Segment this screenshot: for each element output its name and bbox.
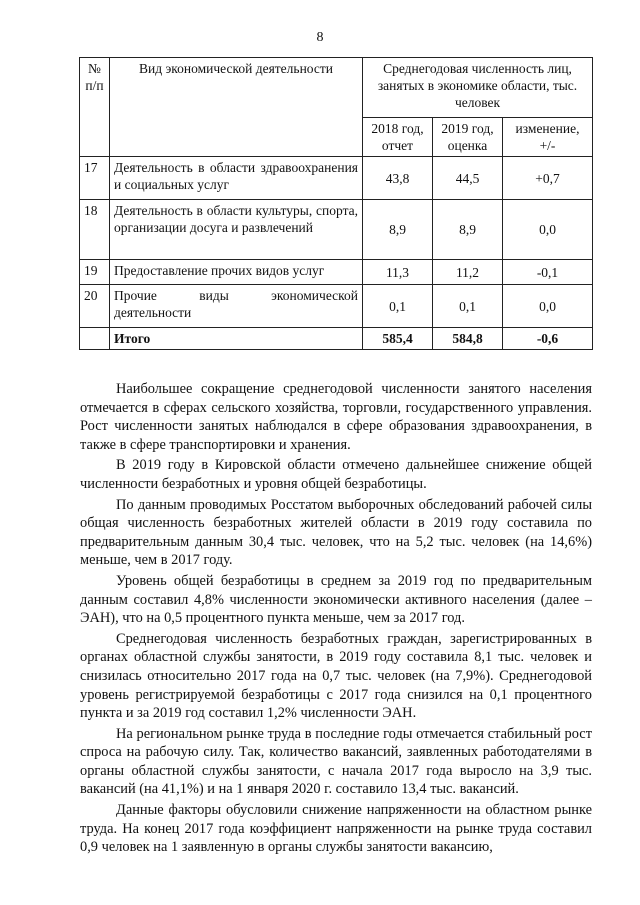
row-num: 20	[80, 285, 110, 328]
paragraph: Данные факторы обусловили снижение напряженности на областном рынке труда. На конец 2017 года коэффициент напряженности на рынке труда составил 0,9 человек на 1 заявленную в органы службы занятости вакансию,	[80, 802, 592, 856]
paragraph: Среднегодовая численность безработных граждан, зарегистрированных в органах областной службы занятости, в 2019 году составила 8,1 тыс. человек и снизилась относительно 2017 года на 0,7 тыс. человек (на 7,9%). Среднегодовой уровень регистрируемой безработицы с 2017 года снизился на 0,1 процентного пункта и за 2019 год составил 1,2% численности ЭАН.	[80, 630, 592, 722]
row-activity: Прочие виды экономической деятельности	[110, 285, 363, 328]
row-activity: Деятельность в области культуры, спорта, организации досуга и развлечений	[110, 200, 363, 260]
row-value-2018: 8,9	[363, 200, 433, 260]
table-row	[80, 200, 593, 260]
paragraph: На региональном рынке труда в последние годы отмечается стабильный рост спроса на рабочую силу. Так, количество вакансий, заявленных работодателями в органы областной службы занятости, с начала 2017 года выросло на 3,9 тыс. вакансий (на 41,1%) и на 1 января 2020 г. составило 13,4 тыс. вакансий.	[80, 725, 592, 798]
header-num: № п/п	[80, 58, 110, 157]
row-num: 17	[80, 157, 110, 200]
header-2018: 2018 год, отчет	[363, 118, 433, 157]
row-value-2018: 0,1	[363, 285, 433, 328]
table-row	[80, 260, 593, 285]
total-num-cell	[80, 328, 110, 350]
employment-table	[79, 57, 593, 350]
total-value-change: -0,6	[503, 328, 593, 350]
header-2019: 2019 год, оценка	[433, 118, 503, 157]
paragraph: Наибольшее сокращение среднегодовой численности занятого населения отмечается в сферах сельского хозяйства, торговли, государственного управления. Рост численности занятых наблюдался в сфере образования здравоохранения, в также в сфере транспортировки и хранения.	[80, 381, 592, 453]
row-value-2019: 11,2	[433, 260, 503, 285]
row-value-2019: 44,5	[433, 157, 503, 200]
row-activity: Предоставление прочих видов услуг	[110, 260, 363, 285]
header-activity: Вид экономической деятельности	[110, 58, 363, 157]
paragraph: По данным проводимых Росстатом выборочных обследований рабочей силы общая численность безработных жителей области в 2019 году составила по предварительным данным 30,4 тыс. человек, что на 5,2 тыс. человек (на 14,6%) меньше, чем в 2017 году.	[80, 496, 592, 569]
row-num: 19	[80, 260, 110, 285]
table-row	[80, 285, 593, 328]
total-value-2018: 585,4	[363, 328, 433, 350]
total-label: Итого	[110, 328, 363, 350]
row-num: 18	[80, 200, 110, 260]
header-group: Среднегодовая численность лиц, занятых в экономике области, тыс. человек	[363, 58, 593, 118]
total-value-2019: 584,8	[433, 328, 503, 350]
body-text	[80, 380, 592, 859]
row-value-change: +0,7	[503, 157, 593, 200]
row-value-2019: 0,1	[433, 285, 503, 328]
table-header-row	[80, 58, 593, 118]
header-change: изменение, +/-	[503, 118, 593, 157]
row-activity: Деятельность в области здравоохранения и социальных услуг	[110, 157, 363, 200]
table-total-row	[80, 328, 593, 350]
paragraph: В 2019 году в Кировской области отмечено дальнейшее снижение общей численности безработных и уровня общей безработицы.	[80, 457, 592, 492]
row-value-change: -0,1	[503, 260, 593, 285]
row-value-2018: 11,3	[363, 260, 433, 285]
row-value-2018: 43,8	[363, 157, 433, 200]
paragraph: Уровень общей безработицы в среднем за 2019 год по предварительным данным составил 4,8% численности экономически активного населения (далее – ЭАН), что на 0,5 процентного пункта меньше, чем за 2017 год.	[80, 572, 592, 627]
row-value-change: 0,0	[503, 285, 593, 328]
page-number: 8	[316, 30, 324, 45]
row-value-change: 0,0	[503, 200, 593, 260]
row-value-2019: 8,9	[433, 200, 503, 260]
table-row	[80, 157, 593, 200]
